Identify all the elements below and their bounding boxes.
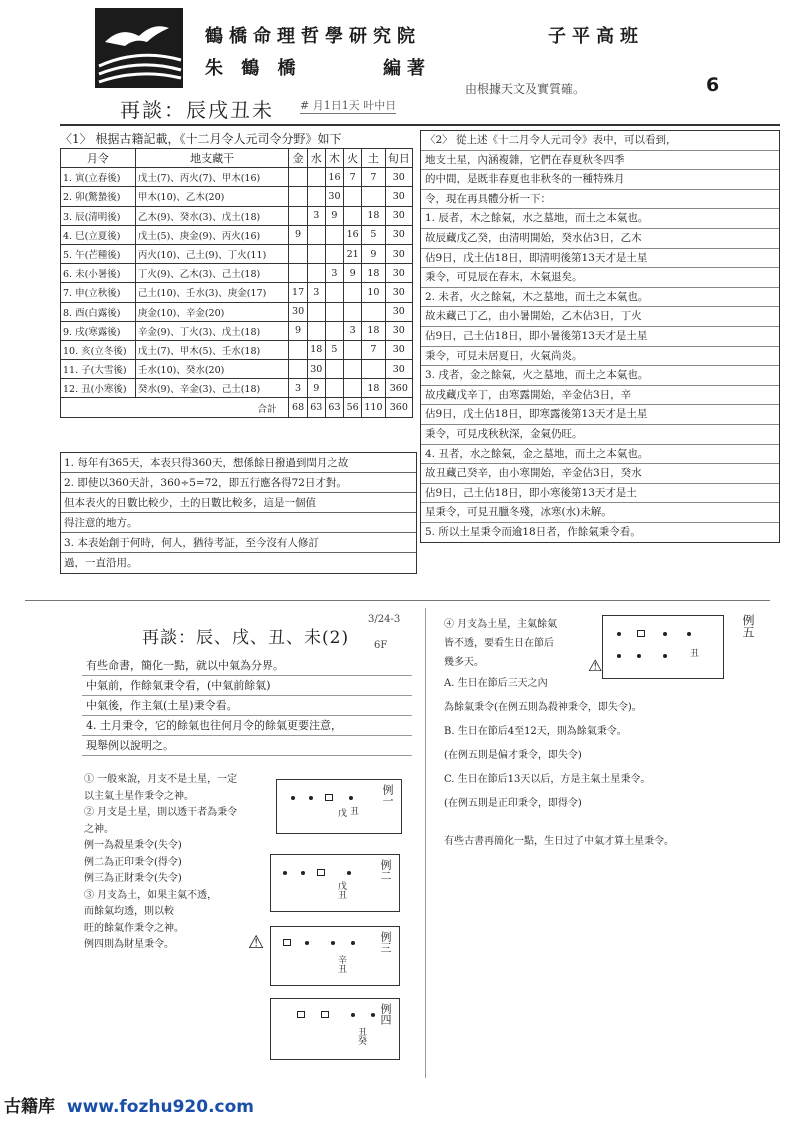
value-cell: 30 <box>385 225 412 244</box>
value-cell: 3 <box>289 379 307 398</box>
value-cell: 3 <box>307 283 325 302</box>
value-cell: 30 <box>385 340 412 359</box>
value-cell <box>289 168 307 187</box>
table-row <box>61 168 413 187</box>
value-cell: 9 <box>344 264 362 283</box>
stems-cell: 丁火(9)、乙木(3)、己土(18) <box>135 264 289 283</box>
month-cell: 2. 卯(驚蟄後) <box>61 187 136 206</box>
point-line: 旺的餘氣作秉令之神。 <box>84 922 184 934</box>
class-name: 子平高班 <box>548 26 644 47</box>
section2-line: 中氣後，作主氣(土星)秉令看。 <box>82 696 412 716</box>
value-cell: 17 <box>289 283 307 302</box>
stems-cell: 己土(10)、壬水(3)、庚金(17) <box>135 283 289 302</box>
table-row <box>61 321 413 340</box>
value-cell: 10 <box>362 283 385 302</box>
analysis-line: 秉令，可見未居夏日，火氣尚炎。 <box>421 347 779 367</box>
example-chart-2: 戊丑 例二 <box>270 854 400 912</box>
point-line: A. 生日在節后三天之內 <box>444 678 548 689</box>
value-cell <box>344 187 362 206</box>
value-cell: 30 <box>385 244 412 263</box>
point-line: ① 一般來說，月支不是土星，一定 <box>84 774 238 785</box>
table-row <box>61 225 413 244</box>
point-line: ② 月支是土星，則以透干者為秉令 <box>84 807 238 818</box>
table-row <box>61 340 413 359</box>
value-cell: 5 <box>362 225 385 244</box>
col-header: 土 <box>362 149 385 168</box>
example-chart-1: 戊 丑 例一 <box>276 779 402 834</box>
page-number: 6 <box>706 74 720 96</box>
note-line: 得注意的地方。 <box>61 513 416 533</box>
analysis-line: 〈2〉 從上述《十二月令人元司令》表中，可以看到， <box>421 131 779 151</box>
point-line: ④ 月支為土星，主氣餘氣 <box>444 619 558 630</box>
total-cell: 110 <box>362 398 385 417</box>
value-cell: 9 <box>325 206 343 225</box>
value-cell <box>307 244 325 263</box>
month-command-table <box>60 148 413 418</box>
value-cell: 30 <box>385 302 412 321</box>
total-cell: 56 <box>344 398 362 417</box>
stems-cell: 戊土(5)、庚金(9)、丙火(16) <box>135 225 289 244</box>
value-cell <box>362 360 385 379</box>
table-row <box>61 264 413 283</box>
watermark-cn: 古籍库 <box>4 1097 55 1117</box>
value-cell: 30 <box>289 302 307 321</box>
month-table-block <box>60 130 417 418</box>
col-header: 地支藏干 <box>135 149 289 168</box>
divider-line <box>60 124 780 126</box>
analysis-line: 2. 未者，火之餘氣，木之墓地，而土之本氣也。 <box>421 288 779 308</box>
example-label: 例二 <box>379 859 392 881</box>
month-cell: 11. 子(大雪後) <box>61 360 136 379</box>
point-line: C. 生日在節后13天以后，方是主氣土星秉令。 <box>444 774 651 785</box>
table-row <box>61 360 413 379</box>
handwritten-stamp: 由根據天文及實質確。 <box>465 82 586 96</box>
total-cell: 68 <box>289 398 307 417</box>
value-cell: 5 <box>325 340 343 359</box>
analysis-line: 1. 辰者，木之餘氣，水之墓地，而土之本氣也。 <box>421 209 779 229</box>
month-cell: 6. 未(小暑後) <box>61 264 136 283</box>
point-line: 例四則為財星秉令。 <box>84 939 174 950</box>
example-label-5: 例五 <box>741 614 755 638</box>
analysis-line: 5. 所以土星秉令而逾18日者，作餘氣秉令看。 <box>425 525 641 538</box>
value-cell: 30 <box>385 283 412 302</box>
institute-name: 鶴橋命理哲學研究院 <box>205 26 421 47</box>
value-cell <box>344 206 362 225</box>
value-cell <box>344 283 362 302</box>
notes-box <box>60 452 417 574</box>
point-line: 例二為正印秉令(得令) <box>84 856 182 868</box>
stems-cell: 癸水(9)、辛金(3)、己土(18) <box>135 379 289 398</box>
value-cell <box>325 302 343 321</box>
value-cell: 30 <box>385 321 412 340</box>
table-header-row <box>61 149 413 168</box>
example-chart-5: 丑 <box>602 615 724 679</box>
analysis-line: 故戌藏戊辛丁，由寒露開始，辛金佔3日，辛 <box>421 386 779 406</box>
value-cell <box>325 283 343 302</box>
value-cell <box>325 244 343 263</box>
value-cell <box>289 206 307 225</box>
col-header: 木 <box>325 149 343 168</box>
value-cell: 18 <box>362 264 385 283</box>
value-cell: 9 <box>289 321 307 340</box>
note-line: 但本表火的日數比較少，土的日數比較多，這是一個值 <box>61 493 416 513</box>
table-row <box>61 244 413 263</box>
note-line: 2. 即使以360天計，360÷5=72，即五行應各得72日才對。 <box>61 473 416 493</box>
value-cell: 30 <box>307 360 325 379</box>
section2-line: 有些命書，簡化一點，就以中氣為分界。 <box>82 656 412 676</box>
table-heading: 〈1〉 根据古籍記載，《十二月令人元司令分野》如下 <box>60 132 342 146</box>
point-line: (在例五則是偏才秉令，即失令) <box>444 750 582 761</box>
analysis-line: 星秉令，可見丑臘冬殘，冰寒(水)未解。 <box>421 503 779 523</box>
example-label: 例三 <box>379 931 392 953</box>
stems-cell: 戊土(7)、丙火(7)、甲木(16) <box>135 168 289 187</box>
value-cell: 30 <box>325 187 343 206</box>
analysis-line: 故未藏己丁乙，由小暑開始，乙木佔3日，丁火 <box>421 307 779 327</box>
value-cell: 3 <box>307 206 325 225</box>
point-line: 以主氣土星作秉令之神。 <box>84 790 194 802</box>
author-role: 編著 <box>383 58 431 79</box>
section1-stamp: # 月1日1天 叶中日 <box>300 99 397 112</box>
point-line: B. 生日在節后4至12天，則為餘氣秉令。 <box>444 726 627 737</box>
month-cell: 3. 辰(清明後) <box>61 206 136 225</box>
table-row <box>61 283 413 302</box>
stems-cell: 庚金(10)、辛金(20) <box>135 302 289 321</box>
table-row <box>61 187 413 206</box>
value-cell <box>289 264 307 283</box>
author-name: 朱 鶴 橋 <box>205 58 302 79</box>
value-cell <box>289 360 307 379</box>
note-line: 3. 本表始創于何時，何人，猶待考証，至今沒有人修訂 <box>61 533 416 553</box>
point-line: 而餘氣均透，則以較 <box>84 906 174 917</box>
value-cell: 9 <box>362 244 385 263</box>
value-cell <box>344 379 362 398</box>
point-line: (在例五則是正印秉令，即得令) <box>444 798 582 809</box>
month-cell: 7. 申(立秋後) <box>61 283 136 302</box>
example-chart-4: 丑癸 例四 <box>270 998 400 1060</box>
value-cell <box>344 302 362 321</box>
column-divider <box>425 608 426 1078</box>
analysis-line: 地支土星，內涵複雜，它們在春夏秋冬四季 <box>421 151 779 171</box>
analysis-line: 的中間，是既非春夏也非秋冬的一種特殊月 <box>421 170 779 190</box>
month-cell: 5. 午(芒種後) <box>61 244 136 263</box>
value-cell: 9 <box>289 225 307 244</box>
total-label: 合計 <box>61 398 289 417</box>
value-cell: 7 <box>362 168 385 187</box>
value-cell: 30 <box>385 168 412 187</box>
point-line: 皆不透，要看生日在節后 <box>444 638 554 649</box>
value-cell <box>307 302 325 321</box>
value-cell: 30 <box>385 264 412 283</box>
value-cell: 30 <box>385 187 412 206</box>
value-cell <box>307 225 325 244</box>
stems-cell: 甲木(10)、乙木(20) <box>135 187 289 206</box>
value-cell <box>289 340 307 359</box>
point-line: 例一為殺星秉令(失令) <box>84 840 182 851</box>
stems-cell: 壬水(10)、癸水(20) <box>135 360 289 379</box>
institute-logo <box>95 8 183 88</box>
stems-cell: 丙火(10)、己土(9)、丁火(11) <box>135 244 289 263</box>
value-cell <box>325 379 343 398</box>
warning-triangle-icon: ⚠ <box>588 656 603 675</box>
value-cell: 3 <box>344 321 362 340</box>
section2-lines <box>82 656 412 756</box>
section2-page: 6F <box>374 640 388 651</box>
month-cell: 4. 巳(立夏後) <box>61 225 136 244</box>
month-cell: 10. 亥(立冬後) <box>61 340 136 359</box>
col-header: 水 <box>307 149 325 168</box>
section2-line: 4. 土月秉令，它的餘氣也往何月令的餘氣更要注意， <box>82 716 412 736</box>
site-watermark <box>4 1092 254 1117</box>
col-header: 火 <box>344 149 362 168</box>
analysis-line: 佔9日，己土佔18日，即小寒後第13天才是土 <box>421 484 779 504</box>
value-cell <box>325 360 343 379</box>
analysis-line: 佔9日，己土佔18日，即小暑後第13天才是土星 <box>421 327 779 347</box>
point-line: 之神。 <box>84 823 114 835</box>
value-cell: 18 <box>307 340 325 359</box>
points-left <box>84 772 274 954</box>
section2-date: 3/24-3 <box>368 614 401 625</box>
analysis-line: 佔9日，戊土佔18日，即清明後第13天才是土星 <box>421 249 779 269</box>
section2-line: 現舉例以說明之。 <box>82 736 412 756</box>
value-cell: 7 <box>344 168 362 187</box>
example-chart-3: 辛丑 例三 <box>270 926 400 986</box>
point-line: ③ 月支為土，如果主氣不透， <box>84 889 218 901</box>
analysis-line: 秉令，可見辰在春末，木氣退矣。 <box>421 268 779 288</box>
analysis-line: 3. 戌者，金之餘氣，火之墓地，而土之本氣也。 <box>421 366 779 386</box>
warning-triangle-icon: ⚠ <box>248 932 265 953</box>
section-divider <box>25 600 770 601</box>
table-row <box>61 379 413 398</box>
value-cell: 18 <box>362 321 385 340</box>
value-cell <box>307 264 325 283</box>
point-line: 為餘氣秉令(在例五則為殺神秉令，即失令)。 <box>444 702 642 713</box>
table-total-row <box>61 398 413 417</box>
value-cell <box>344 360 362 379</box>
value-cell: 7 <box>362 340 385 359</box>
section2-title: 再談：辰、戌、丑、未(2) <box>142 628 350 648</box>
table-row <box>61 302 413 321</box>
value-cell: 18 <box>362 206 385 225</box>
value-cell <box>289 187 307 206</box>
value-cell <box>307 187 325 206</box>
analysis-line: 4. 丑者，水之餘氣，金之墓地，而土之本氣也。 <box>421 445 779 465</box>
value-cell <box>307 321 325 340</box>
value-cell <box>344 340 362 359</box>
month-cell: 9. 戌(寒露後) <box>61 321 136 340</box>
total-cell: 360 <box>385 398 412 417</box>
value-cell: 18 <box>362 379 385 398</box>
value-cell <box>289 244 307 263</box>
note-line: 過，一直沿用。 <box>64 557 138 569</box>
value-cell: 30 <box>385 360 412 379</box>
note-line: 1. 每年有365天，本表只得360天，想係餘日撥過到閏月之故 <box>61 453 416 473</box>
analysis-line: 故辰藏戊乙癸，由清明開始，癸水佔3日，乙木 <box>421 229 779 249</box>
point-line: 有些古書再簡化一點，生日过了中氣才算土星秉令。 <box>444 836 674 847</box>
analysis-line: 故丑藏己癸辛，由小寒開始，辛金佔3日，癸水 <box>421 464 779 484</box>
value-cell: 16 <box>344 225 362 244</box>
stems-cell: 乙木(9)、癸水(3)、戊土(18) <box>135 206 289 225</box>
col-header: 旬日 <box>385 149 412 168</box>
value-cell: 30 <box>385 206 412 225</box>
col-header: 月令 <box>61 149 136 168</box>
value-cell <box>325 321 343 340</box>
table-row <box>61 206 413 225</box>
watermark-url: www.fozhu920.com <box>66 1097 254 1117</box>
month-cell: 1. 寅(立春後) <box>61 168 136 187</box>
value-cell <box>362 187 385 206</box>
value-cell: 9 <box>307 379 325 398</box>
stems-cell: 戊土(7)、甲木(5)、壬水(18) <box>135 340 289 359</box>
value-cell <box>362 302 385 321</box>
example-label: 例四 <box>379 1003 392 1025</box>
analysis-column <box>420 130 780 543</box>
value-cell: 3 <box>325 264 343 283</box>
total-cell: 63 <box>325 398 343 417</box>
total-cell: 63 <box>307 398 325 417</box>
value-cell: 21 <box>344 244 362 263</box>
analysis-line: 秉令，可見戌秋秋深，金氣仍旺。 <box>421 425 779 445</box>
value-cell: 360 <box>385 379 412 398</box>
point-line: 例三為正財秉令(失令) <box>84 873 182 884</box>
point-line: 幾多天。 <box>444 657 484 668</box>
value-cell <box>307 168 325 187</box>
example-label: 例一 <box>381 784 394 806</box>
section2-line: 中氣前，作餘氣秉令看，(中氣前餘氣) <box>82 676 412 696</box>
crane-logo-icon <box>95 8 183 88</box>
analysis-line: 佔9日，戊土佔18日，即寒露後第13天才是土星 <box>421 405 779 425</box>
section1-title: 再談：辰戌丑未 <box>120 98 274 122</box>
month-cell: 8. 酉(白露後) <box>61 302 136 321</box>
col-header: 金 <box>289 149 307 168</box>
stems-cell: 辛金(9)、丁火(3)、戊土(18) <box>135 321 289 340</box>
value-cell <box>325 225 343 244</box>
month-cell: 12. 丑(小寒後) <box>61 379 136 398</box>
analysis-line: 令，現在再具體分析一下： <box>421 190 779 210</box>
value-cell: 16 <box>325 168 343 187</box>
